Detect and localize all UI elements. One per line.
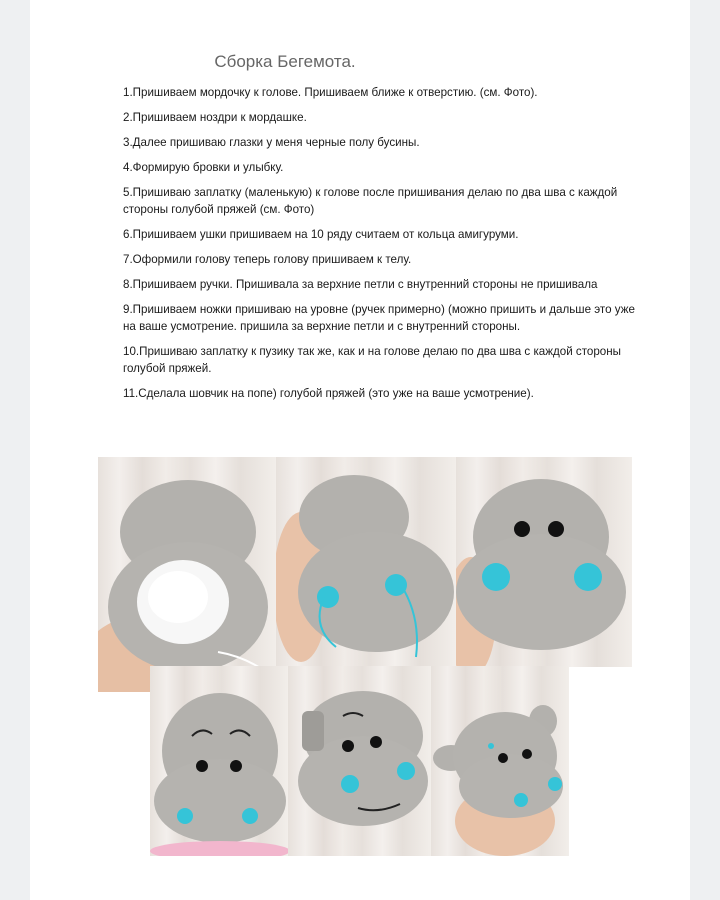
step-7: 7.Оформили голову теперь голову пришиваем к телу. bbox=[123, 253, 412, 266]
photo-head-opening bbox=[98, 457, 276, 692]
step-1: 1.Пришиваем мордочку к голове. Пришиваем ближе к отверстию. (см. Фото). bbox=[123, 86, 538, 99]
step-5: 5.Пришиваю заплатку (маленькую) к голове после пришивания делаю по два шва с каждой стороны голубой пряжей (см. Фото) bbox=[123, 186, 618, 216]
step-4: 4.Формирую бровки и улыбку. bbox=[123, 161, 284, 174]
photo-face-brows bbox=[150, 666, 288, 856]
photo-head-side bbox=[276, 457, 456, 667]
document-title: Сборка Бегемота. bbox=[214, 52, 356, 71]
photo-head-front bbox=[456, 457, 632, 667]
photo-face-patch bbox=[288, 666, 431, 856]
step-10: 10.Пришиваю заплатку к пузику так же, как и на голове делаю по два шва с каждой стороны голубой пряжей. bbox=[123, 345, 621, 375]
step-2: 2.Пришиваем ноздри к мордашке. bbox=[123, 111, 307, 124]
step-3: 3.Далее пришиваю глазки у меня черные полу бусины. bbox=[123, 136, 420, 149]
step-9: 9.Пришиваем ножки пришиваю на уровне (ручек примерно) (можно пришить и дальше это уже на ваше усмотрение. пришила за верхние петли и с внутренний стороны. bbox=[123, 303, 635, 333]
step-6: 6.Пришиваем ушки пришиваем на 10 ряду считаем от кольца амигуруми. bbox=[123, 228, 519, 241]
steps-list bbox=[123, 84, 643, 410]
step-8: 8.Пришиваем ручки. Пришивала за верхние петли с внутренний стороны не пришивала bbox=[123, 278, 598, 291]
step-11: 11.Сделала шовчик на попе) голубой пряжей (это уже на ваше усмотрение). bbox=[123, 387, 534, 400]
photo-head-ears bbox=[431, 666, 569, 856]
